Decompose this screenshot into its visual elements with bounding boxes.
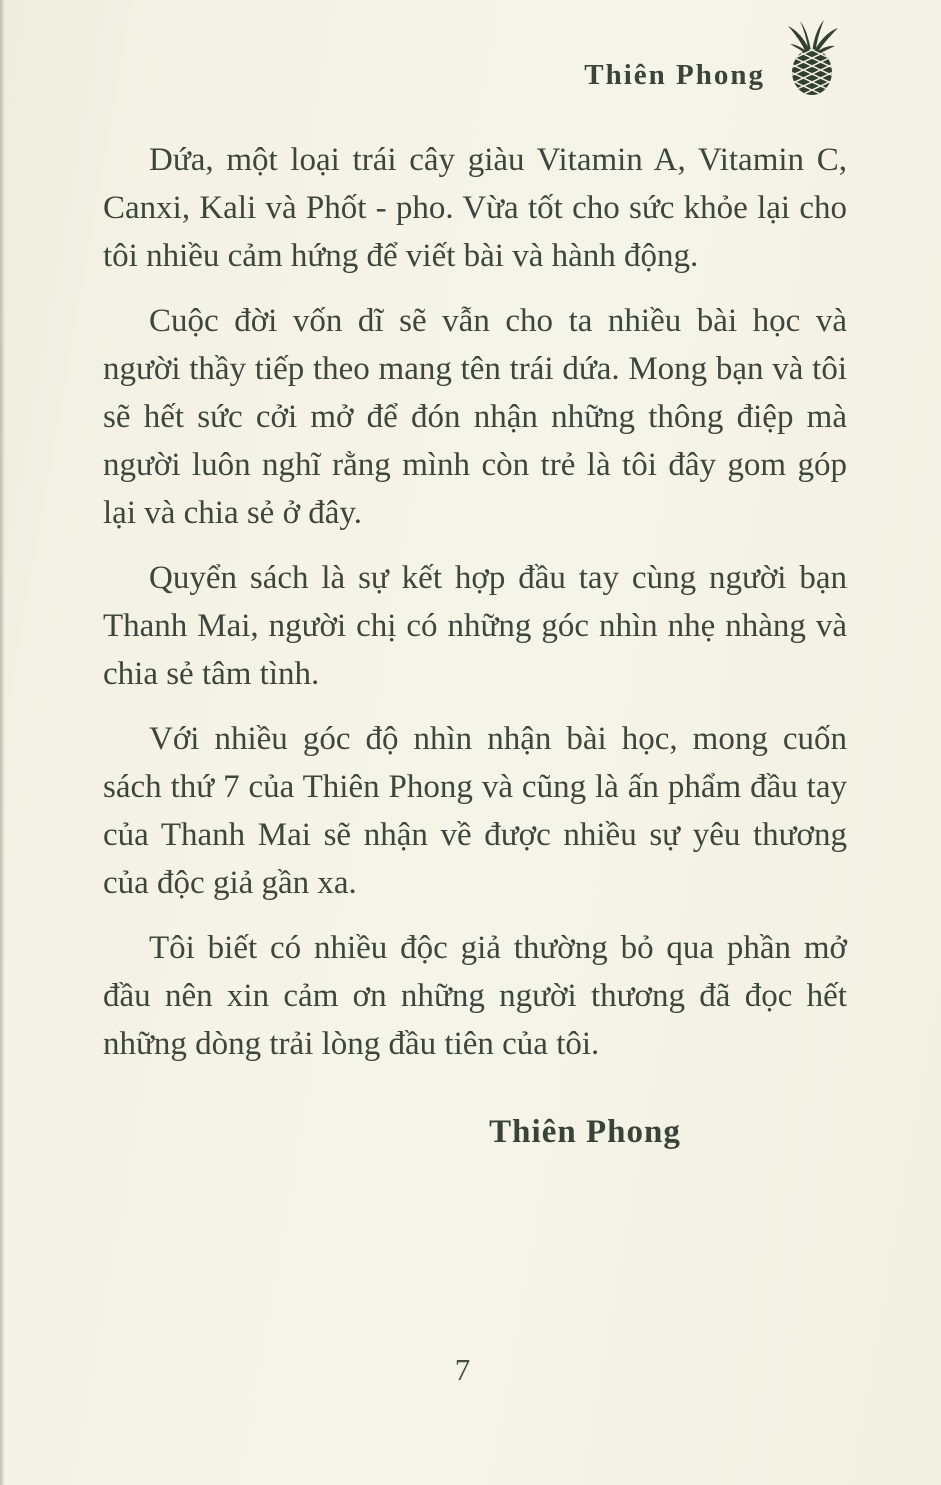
running-header-author: Thiên Phong xyxy=(584,59,765,91)
body-paragraph: Với nhiều góc độ nhìn nhận bài học, mong cuốn sách thứ 7 của Thiên Phong và cũng là ấn phẩm đầu tay của Thanh Mai sẽ nhận về được nhiều sự yêu thương của độc giả gần xa. xyxy=(103,721,847,901)
page-binding-edge xyxy=(0,0,5,1485)
author-signature: Thiên Phong xyxy=(489,1114,681,1150)
page-body xyxy=(103,136,847,1156)
body-paragraph: Dứa, một loại trái cây giàu Vitamin A, Vitamin C, Canxi, Kali và Phốt - pho. Vừa tốt cho sức khỏe lại cho tôi nhiều cảm hứng để viết bài và hành động. xyxy=(103,142,847,274)
body-paragraph: Cuộc đời vốn dĩ sẽ vẫn cho ta nhiều bài học và người thầy tiếp theo mang tên trái dứa. Mong bạn và tôi sẽ hết sức cởi mở để đón nhận những thông điệp mà người luôn nghĩ rằng mình còn trẻ là tôi đây gom góp lại và chia sẻ ở đây. xyxy=(103,303,847,531)
pineapple-icon xyxy=(781,20,843,96)
body-paragraph: Tôi biết có nhiều độc giả thường bỏ qua phần mở đầu nên xin cảm ơn những người thương đã đọc hết những dòng trải lòng đầu tiên của tôi. xyxy=(103,930,847,1062)
page-number: 7 xyxy=(454,1352,471,1387)
running-header xyxy=(584,20,843,96)
body-paragraph: Quyển sách là sự kết hợp đầu tay cùng người bạn Thanh Mai, người chị có những góc nhìn nhẹ nhàng và chia sẻ tâm tình. xyxy=(103,560,847,692)
